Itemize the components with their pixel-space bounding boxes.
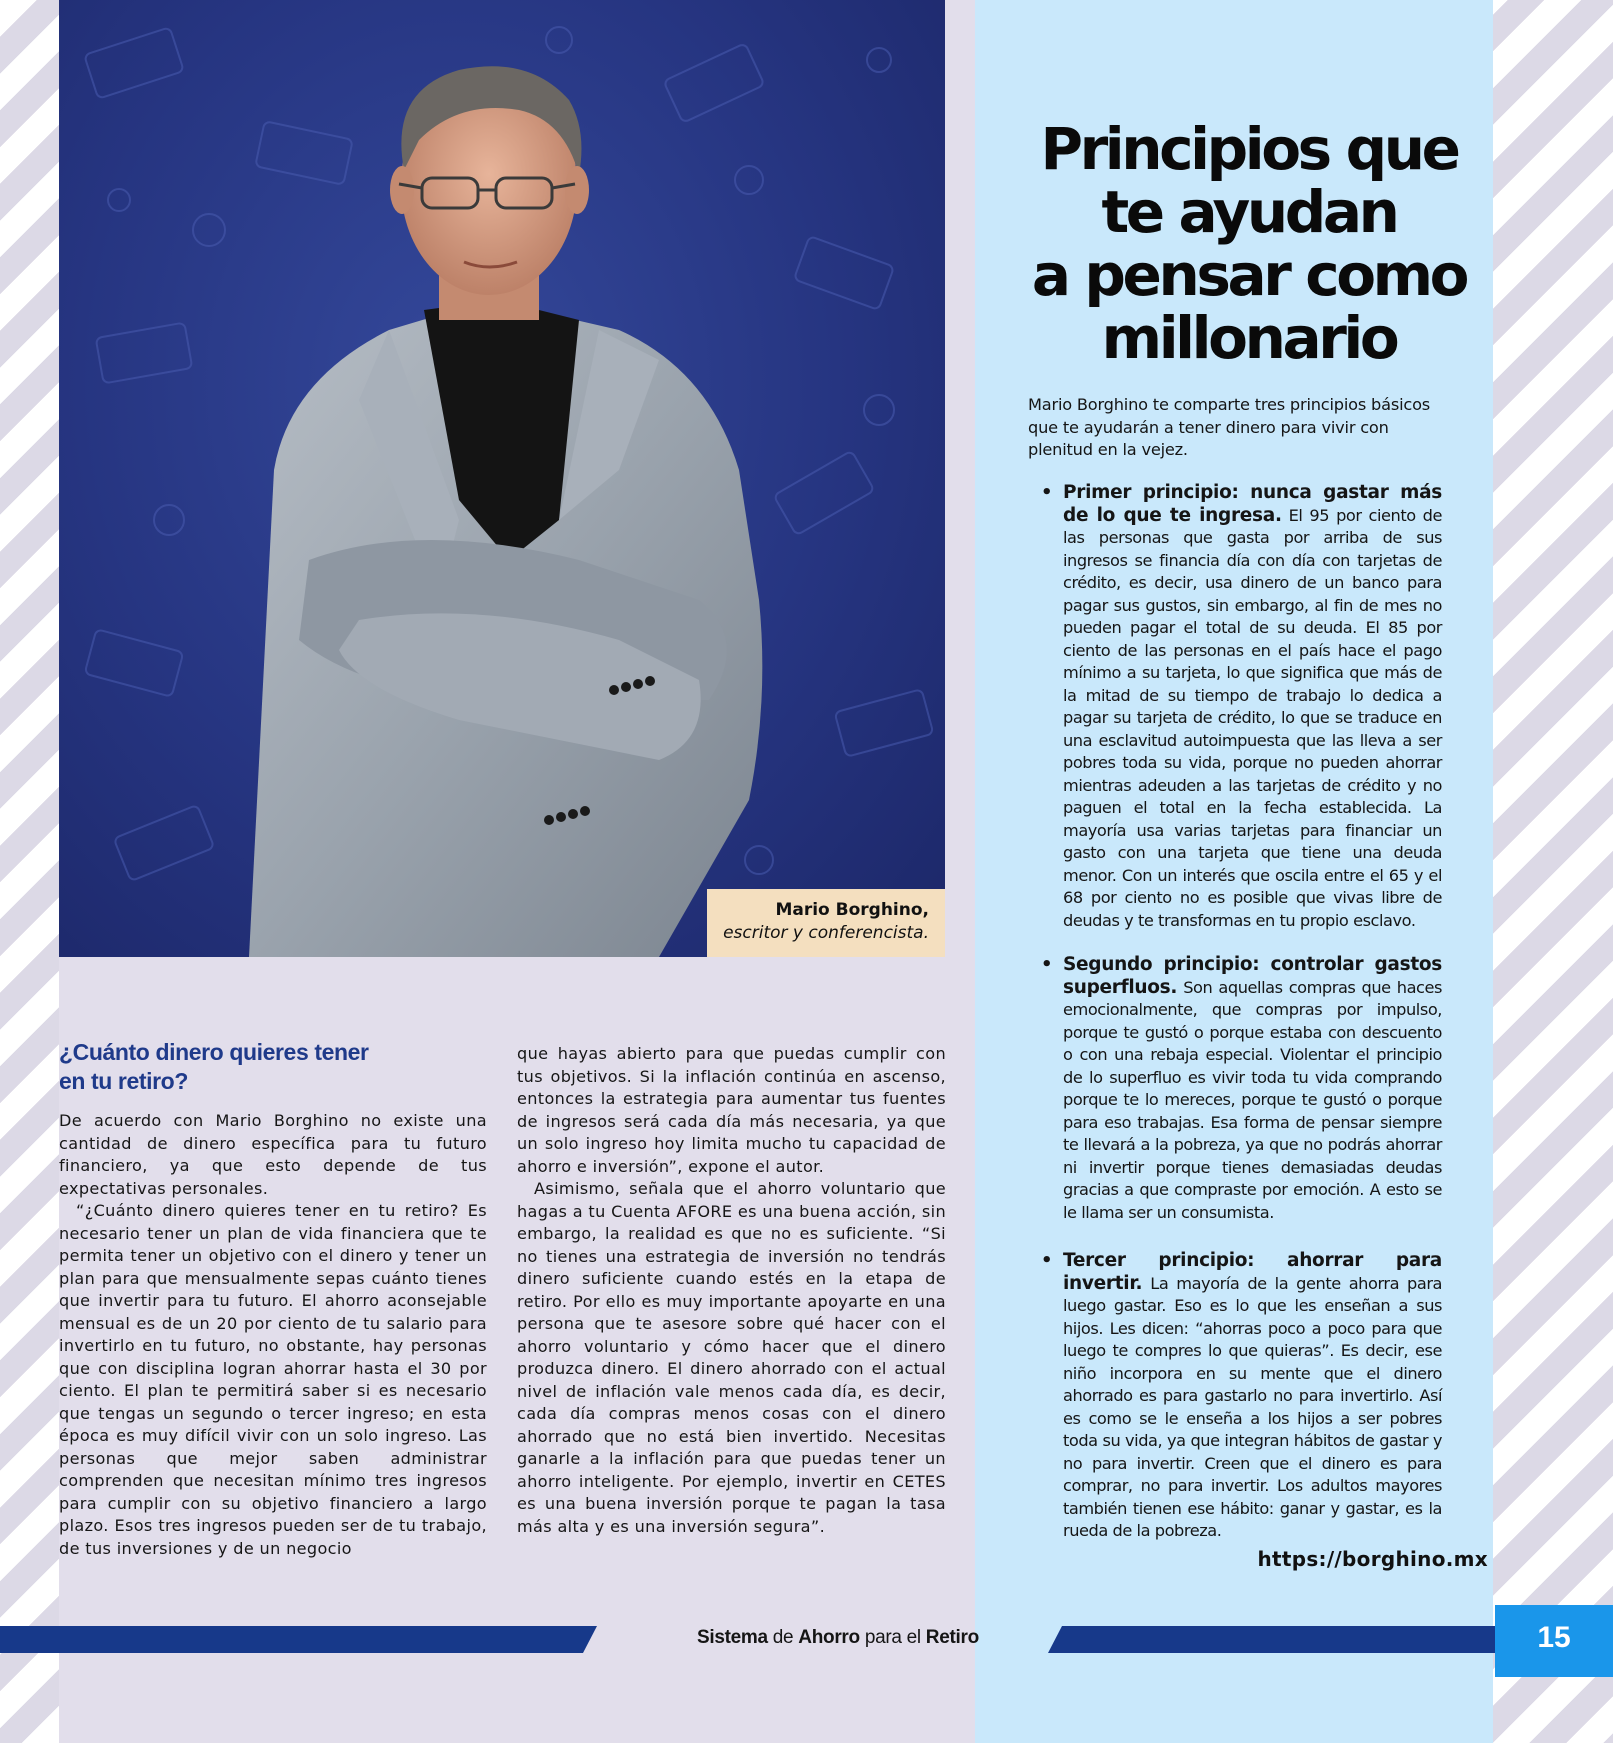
article-paragraph-3: que hayas abierto para que puedas cumplir con tus objetivos. Si la inflación continúa en ascenso, entonces la estrategia para aumentar tus fuentes de ingresos será cada día más necesaria, ya que un solo ingreso hoy limita mucho tu capacidad de ahorro e inversión”, expone el autor.	[517, 1044, 946, 1176]
headline-line3: a pensar como	[1031, 241, 1467, 309]
principle-title: Segundo principio: controlar gastos superfluos.	[1063, 954, 1442, 998]
article-heading	[59, 1038, 479, 1096]
caption-role: escritor y conferencista.	[723, 923, 929, 943]
footer-word-ahorro: Ahorro	[798, 1627, 860, 1648]
article-heading-line1: ¿Cuánto dinero quieres tener	[59, 1039, 369, 1065]
article-column-left	[59, 1110, 487, 1560]
author-photo	[59, 0, 945, 957]
caption-name: Mario Borghino,	[775, 900, 929, 920]
article-paragraph-2: “¿Cuánto dinero quieres tener en tu retiro? Es necesario tener un plan de vida financiera que te permita tener un objetivo con el dinero y tener un plan para que mensualmente sepas cuánto tienes que invertir para tu futuro. El ahorro aconsejable mensual es de un 20 por ciento de tu salario para invertirlo en tu futuro, no obstante, hay personas que con disciplina logran ahorrar hasta el 30 por ciento. El plan te permitirá saber si es necesario que tengas un segundo o tercer ingreso; en esta época es muy difícil vivir con un solo ingreso. Las personas que mejor saben administrar comprenden que necesitan mínimo tres ingresos para cumplir con su objetivo financiero a largo plazo. Esos tres ingresos pueden ser de tu trabajo, de tus inversiones y de un negocio	[59, 1201, 487, 1558]
photo-caption	[707, 889, 945, 957]
principle-title: Tercer principio: ahorrar para invertir.	[1063, 1250, 1442, 1294]
headline-line2: te ayudan	[1101, 178, 1397, 246]
headline	[995, 115, 1503, 372]
principle-item-3	[1041, 1250, 1442, 1543]
principle-item-1	[1041, 482, 1442, 932]
source-link[interactable]: https://borghino.mx	[1257, 1547, 1488, 1571]
principle-body: Son aquellas compras que haces emocionalmente, que compras por impulso, porque te gustó o porque estaba con descuento o con una rebaja especial. Violentar el principio de lo superfluo es vivir toda tu vida comprando porque te lo mereces, porque te gustó o porque para eso trabajas. Esa forma de pensar siempre te llevará a la pobreza, ya que no podrás ahorrar ni invertir porque tienes demasiadas deudas gracias a que compraste por emoción. A esto se le llama ser un consumista.	[1063, 977, 1443, 1222]
footer-word-sistema: Sistema	[697, 1627, 768, 1648]
article-heading-line2: en tu retiro?	[59, 1068, 188, 1094]
headline-line1: Principios que	[1040, 115, 1458, 183]
footer-bar-left	[0, 1626, 597, 1653]
portrait-illustration	[59, 0, 945, 957]
footer-publication-title	[697, 1627, 979, 1649]
principle-title: Primer principio: nunca gastar más de lo que te ingresa.	[1063, 482, 1442, 526]
article-paragraph-1: De acuerdo con Mario Borghino no existe una cantidad de dinero específica para tu futuro financiero, ya que esto depende de tus expectativas personales.	[59, 1111, 487, 1198]
article-paragraph-4: Asimismo, señala que el ahorro voluntario que hagas a tu Cuenta AFORE es una buena acción, sin embargo, la realidad es que no es suficiente. “Si no tienes una estrategia de inversión no tendrás dinero suficiente cuando estés en la etapa de retiro. Por ello es muy importante apoyarte en una persona que te asesore sobre qué hacer con el ahorro voluntario y cómo hacer que el dinero produzca dinero. El dinero ahorrado con el actual nivel de inflación vale menos cada día, es decir, cada día compras menos cosas con el dinero ahorrado que no está bien invertido. Necesitas ganarle a la inflación para que puedas tener un ahorro inteligente. Por ejemplo, invertir en CETES es una buena inversión porque te pagan la tasa más alta y es una inversión segura”.	[517, 1179, 946, 1536]
footer-word-retiro: Retiro	[925, 1627, 979, 1648]
bullet-icon: •	[1041, 1250, 1053, 1271]
article-column-right	[517, 1043, 946, 1538]
bullet-icon: •	[1041, 482, 1053, 503]
headline-line4: millonario	[1101, 304, 1397, 372]
intro-paragraph: Mario Borghino te comparte tres principios básicos que te ayudarán a tener dinero para vivir con plenitud en la vejez.	[1028, 395, 1431, 459]
footer-word-para-el: para el	[864, 1627, 921, 1648]
principle-body: La mayoría de la gente ahorra para luego gastar. Eso es lo que les enseñan a sus hijos. Les dicen: “ahorras poco a poco para que luego te compres lo que quieras”. Es decir, ese niño incorpora en su mente que el dinero ahorrado es para gastarlo no para invertirlo. Así es como se le enseña a los hijos a ser pobres toda su vida, ya que integran hábitos de gastar y no para invertir. Creen que el dinero es para comprar, no para invertir. Los adultos mayores también tienen ese hábito: ganar y gastar, es la rueda de la pobreza.	[1063, 1273, 1442, 1540]
principle-item-2	[1041, 954, 1443, 1224]
footer-word-de: de	[772, 1627, 794, 1648]
bullet-icon: •	[1041, 954, 1053, 975]
footer-bar-right	[1048, 1626, 1495, 1653]
principle-body: El 95 por ciento de las personas que gasta por arriba de sus ingresos se financia día con día con tarjetas de crédito, es decir, usa dinero de un banco para pagar sus gustos, sin embargo, al fin de mes no pueden pagar el total de su deuda. El 85 por ciento de las personas en el país hace el pago mínimo a su tarjeta, lo que significa que más de la mitad de su tiempo de trabajo lo dedica a pagar su tarjeta de crédito, lo que se traduce en una esclavitud autoimpuesta que las lleva a ser pobres toda su vida, porque no pueden ahorrar mientras adeuden a las tarjetas de crédito y no paguen el total en la fecha establecida. La mayoría usa varias tarjetas para financiar un gasto con una tarjeta que tiene una deuda menor. Con un interés que oscila entre el 65 y el 68 por ciento no es posible que vivas libre de deudas y te transformas en tu propio esclavo.	[1063, 505, 1442, 930]
page-number: 15	[1495, 1605, 1613, 1677]
